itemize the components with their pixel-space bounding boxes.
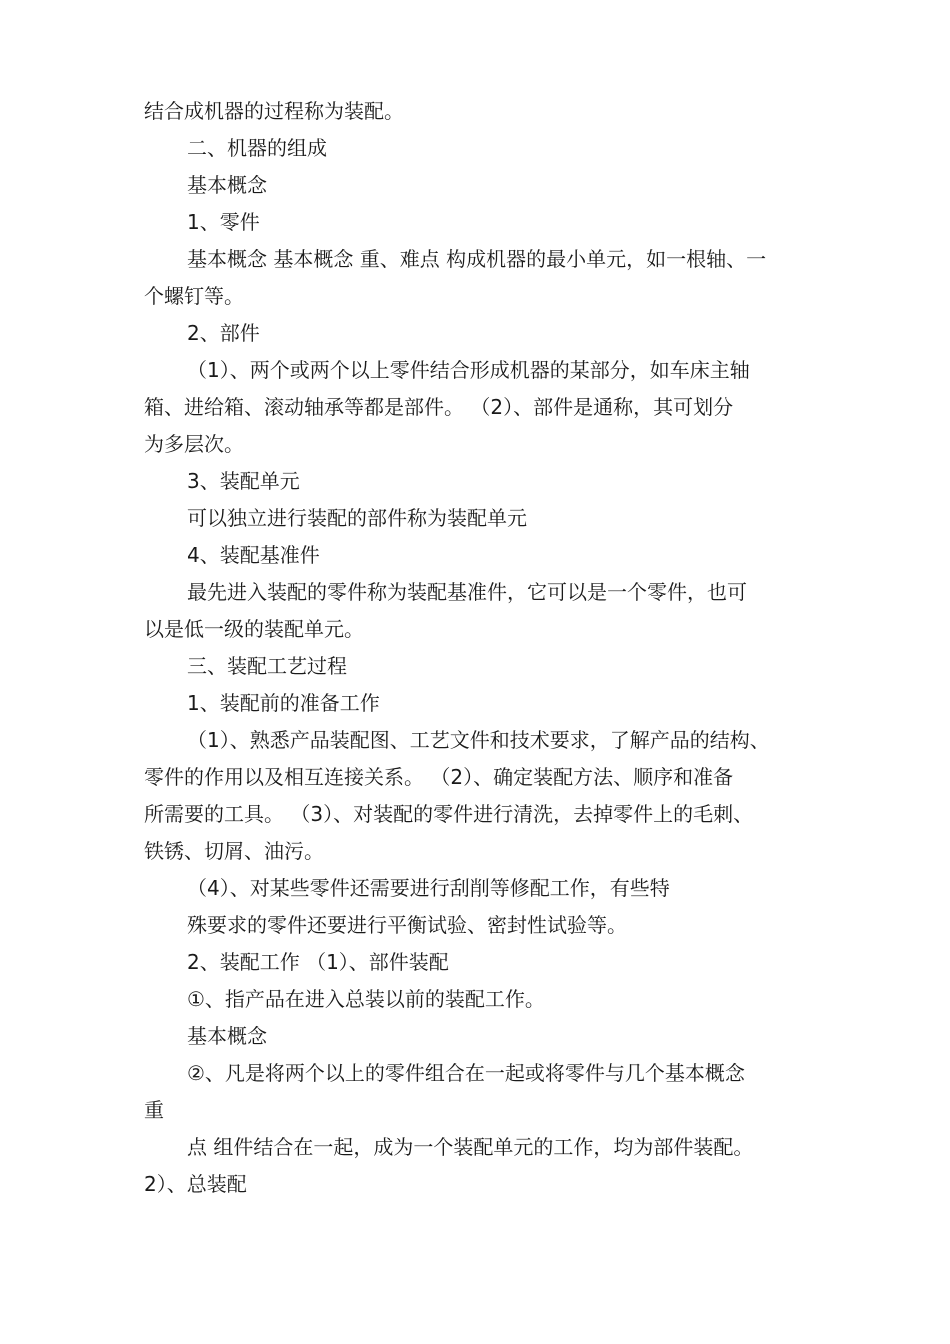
text-line: 铁锈、切屑、油污。 bbox=[144, 839, 324, 863]
subsection-heading: 1、零件 bbox=[187, 210, 260, 234]
text-line: （1）、熟悉产品装配图、工艺文件和技术要求，了解产品的结构、 bbox=[187, 728, 770, 752]
section-heading: 三、装配工艺过程 bbox=[187, 654, 347, 678]
subsection-heading: 2、装配工作 （1）、部件装配 bbox=[187, 950, 449, 974]
text-line: 最先进入装配的零件称为装配基准件，它可以是一个零件，也可 bbox=[187, 580, 747, 604]
section-heading: 二、机器的组成 bbox=[187, 136, 327, 160]
text-line: （1）、两个或两个以上零件结合形成机器的某部分，如车床主轴 bbox=[187, 358, 750, 382]
subsection-heading: 3、装配单元 bbox=[187, 469, 300, 493]
text-line: 结合成机器的过程称为装配。 bbox=[144, 99, 404, 123]
text-line: ①、指产品在进入总装以前的装配工作。 bbox=[187, 987, 545, 1011]
text-line: （4）、对某些零件还需要进行刮削等修配工作，有些特 bbox=[187, 876, 670, 900]
document-body bbox=[144, 93, 824, 1203]
text-line: 个螺钉等。 bbox=[144, 284, 244, 308]
text-line: 可以独立进行装配的部件称为装配单元 bbox=[187, 506, 527, 530]
subsection-heading: 4、装配基准件 bbox=[187, 543, 320, 567]
text-line: 基本概念 bbox=[187, 173, 267, 197]
subsection-heading: 2、部件 bbox=[187, 321, 260, 345]
text-line: 基本概念 基本概念 重、难点 构成机器的最小单元，如一根轴、一 bbox=[187, 247, 767, 271]
text-line: 点 组件结合在一起，成为一个装配单元的工作，均为部件装配。 bbox=[187, 1135, 754, 1159]
text-line: 为多层次。 bbox=[144, 432, 244, 456]
text-line: 以是低一级的装配单元。 bbox=[144, 617, 364, 641]
text-line: 殊要求的零件还要进行平衡试验、密封性试验等。 bbox=[187, 913, 627, 937]
subsection-heading: 1、装配前的准备工作 bbox=[187, 691, 380, 715]
text-line: 所需要的工具。 （3）、对装配的零件进行清洗，去掉零件上的毛刺、 bbox=[144, 802, 754, 826]
text-line: 重 bbox=[144, 1098, 164, 1122]
text-line: 基本概念 bbox=[187, 1024, 267, 1048]
text-line: 箱、进给箱、滚动轴承等都是部件。 （2）、部件是通称，其可划分 bbox=[144, 395, 734, 419]
text-line: 零件的作用以及相互连接关系。 （2）、确定装配方法、顺序和准备 bbox=[144, 765, 734, 789]
text-line: ②、凡是将两个以上的零件组合在一起或将零件与几个基本概念 bbox=[187, 1061, 745, 1085]
subsection-heading: 2）、总装配 bbox=[144, 1172, 247, 1196]
